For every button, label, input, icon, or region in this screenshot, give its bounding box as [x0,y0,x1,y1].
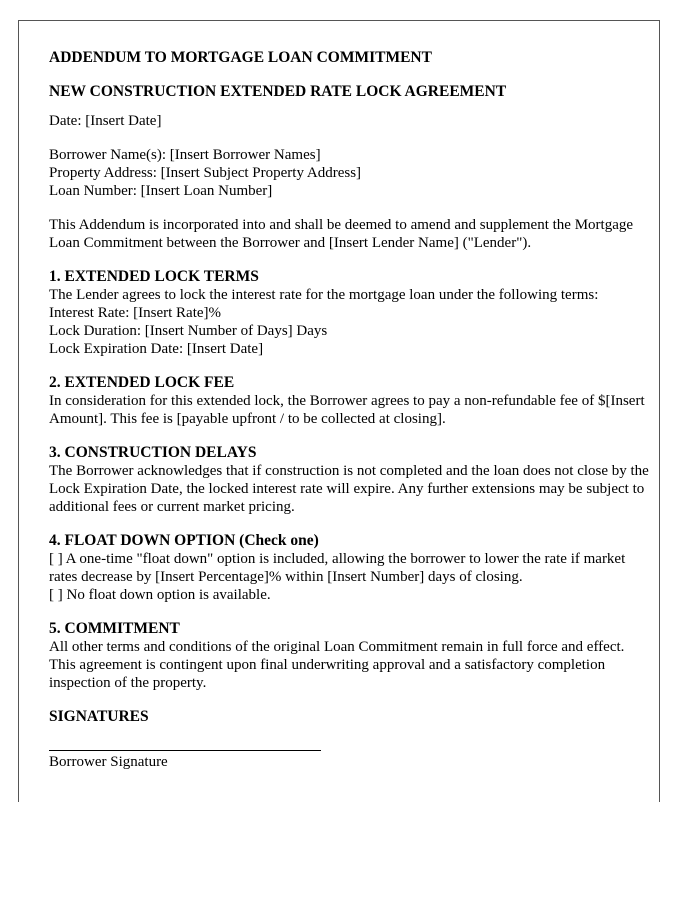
date-line: Date: [Insert Date] [49,113,162,129]
document-page [18,20,660,802]
property-line: Property Address: [Insert Subject Property Address] [49,165,362,181]
section-float-down-option [49,532,649,604]
section-paragraph: All other terms and conditions of the original Loan Commitment remain in full force and effect. This agreement is contingent upon final underwriting approval and a satisfactory completion inspection of the property. [49,639,625,691]
section-commitment [49,620,649,692]
document-title: ADDENDUM TO MORTGAGE LOAN COMMITMENT [49,49,432,66]
section-heading: 3. CONSTRUCTION DELAYS [49,444,257,461]
document-subtitle: NEW CONSTRUCTION EXTENDED RATE LOCK AGREEMENT [49,83,507,100]
section-paragraph: The Borrower acknowledges that if construction is not completed and the loan does not close by the Lock Expiration Date, the locked interest rate will expire. Any further extensions may be subject to additional fees or current market pricing. [49,463,649,515]
borrower-signature-label: Borrower Signature [49,754,168,770]
intro-paragraph: This Addendum is incorporated into and shall be deemed to amend and supplement the Mortgage Loan Commitment between the Borrower and [Insert Lender Name] ("Lender"). [49,217,634,251]
section-heading: 2. EXTENDED LOCK FEE [49,374,235,391]
section-extended-lock-fee [49,374,649,428]
signatures-heading: SIGNATURES [49,708,149,725]
section-paragraph: The Lender agrees to lock the interest rate for the mortgage loan under the following terms: [49,287,599,303]
borrower-signature-line [49,750,321,751]
interest-rate-line: Interest Rate: [Insert Rate]% [49,305,222,321]
party-info [49,146,649,200]
lock-expiration-line: Lock Expiration Date: [Insert Date] [49,341,264,357]
section-construction-delays [49,444,649,516]
document-body [49,48,649,771]
loan-number-line: Loan Number: [Insert Loan Number] [49,183,273,199]
section-heading: 1. EXTENDED LOCK TERMS [49,268,259,285]
section-heading: 4. FLOAT DOWN OPTION (Check one) [49,532,319,549]
section-heading: 5. COMMITMENT [49,620,180,637]
float-down-option-none: [ ] No float down option is available. [49,587,271,603]
borrower-line: Borrower Name(s): [Insert Borrower Names] [49,147,321,163]
section-extended-lock-terms [49,268,649,358]
section-paragraph: In consideration for this extended lock, the Borrower agrees to pay a non-refundable fee of $[Insert Amount]. This fee is [payable upfront / to be collected at closing]. [49,393,645,427]
float-down-option-included: [ ] A one-time "float down" option is included, allowing the borrower to lower the rate if market rates decrease by [Insert Percentage]% within [Insert Number] days of closing. [49,551,626,585]
lock-duration-line: Lock Duration: [Insert Number of Days] Days [49,323,328,339]
